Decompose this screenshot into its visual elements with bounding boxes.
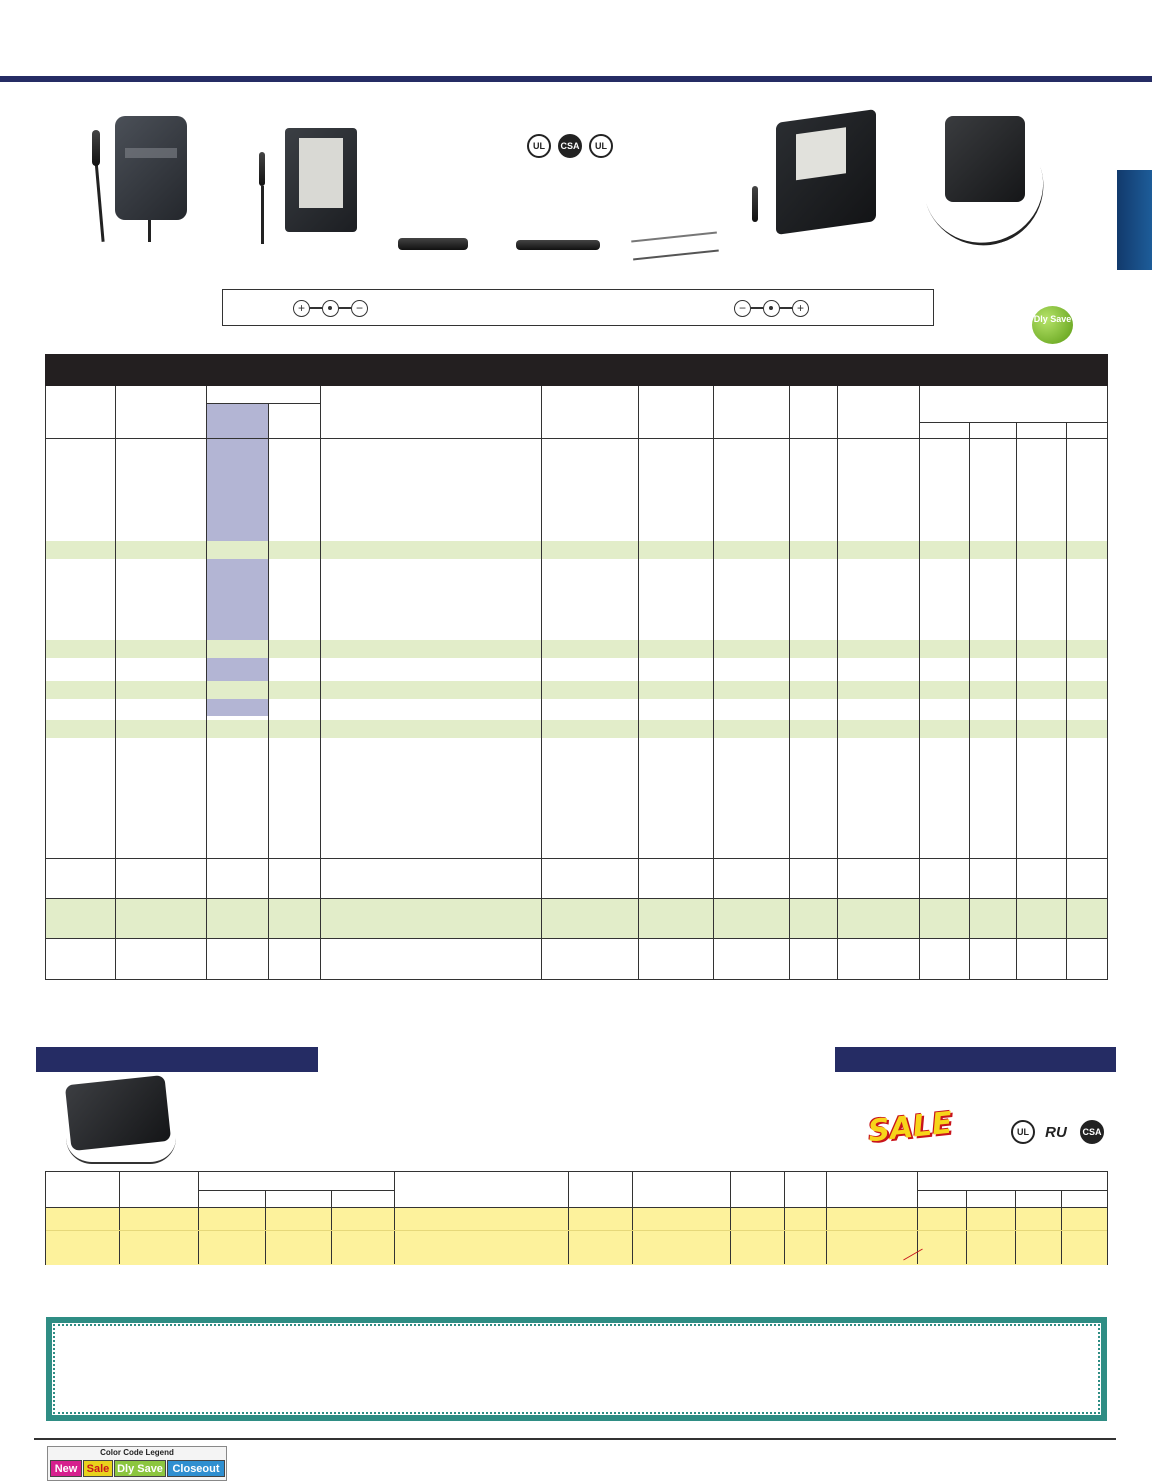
footer-rule — [34, 1438, 1116, 1440]
recognized-component-icon: RU — [1045, 1123, 1067, 1141]
lavender-cell — [207, 699, 269, 716]
daily-save-badge: Dly Save — [1032, 306, 1073, 344]
section-header-bar-right — [835, 1047, 1116, 1072]
header-bar — [0, 76, 1152, 82]
cable-5 — [66, 1138, 176, 1164]
plus-icon: + — [293, 300, 310, 317]
negative-center-polarity — [734, 299, 809, 317]
main-product-table — [45, 386, 1108, 980]
center-pin-icon — [322, 300, 339, 317]
polarity-diagram-box — [222, 289, 934, 326]
sale-row-band — [46, 1208, 1107, 1265]
positive-center-polarity — [293, 299, 368, 317]
plug-1 — [92, 130, 100, 166]
barrel-plug-photo — [398, 238, 468, 250]
legend-closeout-chip: Closeout — [167, 1460, 225, 1477]
section-header-bar-left — [36, 1047, 318, 1072]
center-pin-icon — [763, 300, 780, 317]
plug-2 — [259, 152, 265, 186]
sale-badge: SALE — [866, 1105, 955, 1150]
csa-cert-icon: CSA — [1080, 1120, 1104, 1144]
plus-icon: + — [792, 300, 809, 317]
ul-cert-icon: UL — [527, 134, 551, 158]
sale-product-table — [45, 1171, 1108, 1265]
color-code-legend — [47, 1446, 227, 1481]
cable-2 — [261, 186, 264, 244]
plug-3 — [752, 186, 758, 222]
side-section-tab[interactable] — [1117, 170, 1152, 270]
main-table-header — [45, 354, 1108, 386]
bare-wire-photo — [631, 232, 719, 261]
lavender-cell — [207, 658, 269, 681]
minus-icon: − — [351, 300, 368, 317]
ul-cert-icon: UL — [589, 134, 613, 158]
product-photo-adapter-2 — [285, 128, 357, 232]
legend-sale-chip: Sale — [83, 1460, 113, 1477]
ul-cert-icon: UL — [1011, 1120, 1035, 1144]
minus-icon: − — [734, 300, 751, 317]
notice-box — [46, 1317, 1107, 1421]
legend-title: Color Code Legend — [100, 1448, 174, 1457]
legend-new-chip: New — [50, 1460, 82, 1477]
product-photo-adapter-3 — [776, 109, 876, 235]
lavender-cell — [207, 559, 269, 640]
cable-1b — [148, 220, 151, 242]
product-photo-adapter-1 — [115, 116, 187, 220]
lavender-cell — [207, 403, 269, 541]
legend-daily-save-chip: Dly Save — [114, 1460, 166, 1477]
csa-cert-icon: CSA — [558, 134, 582, 158]
mono-plug-photo — [516, 240, 600, 250]
